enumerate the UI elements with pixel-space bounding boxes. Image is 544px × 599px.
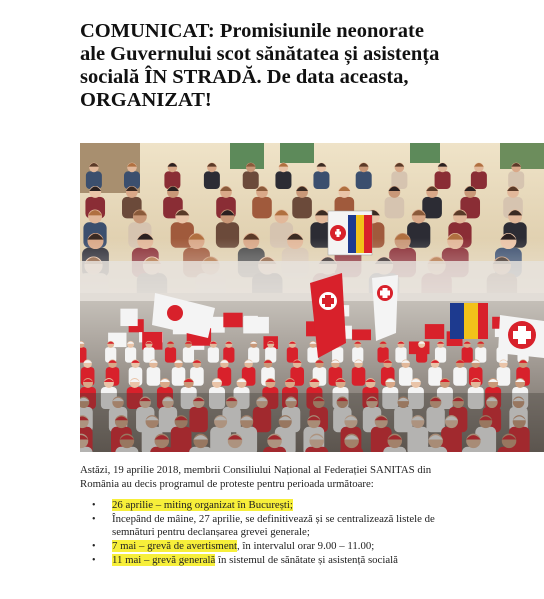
protest-photo-collage xyxy=(80,143,544,452)
list-item xyxy=(92,540,532,553)
audience-member xyxy=(471,171,487,189)
protest-flag xyxy=(142,332,162,350)
list-item-continuation: semnături pentru declanșarea grevei generale; xyxy=(112,526,310,538)
list-item xyxy=(92,513,532,539)
title-line: socială ÎN STRADĂ. De data aceasta, xyxy=(80,66,409,88)
title-line: COMUNICAT: Promisiunile neonorate xyxy=(80,20,424,42)
audience-member xyxy=(385,197,405,219)
protest-flag xyxy=(243,317,269,334)
protester xyxy=(497,367,511,386)
protester xyxy=(208,347,219,362)
audience-member xyxy=(204,171,220,189)
protester xyxy=(172,367,186,386)
protester xyxy=(453,367,467,386)
item-text: Începând de mâine, 27 aprilie, se definitivează și se centralizează listele de xyxy=(112,513,435,525)
audience-member xyxy=(508,171,524,189)
protester xyxy=(183,347,194,362)
protest-flag xyxy=(120,309,137,326)
protest-schedule-list xyxy=(92,499,532,568)
page-title xyxy=(80,20,520,112)
protester xyxy=(352,367,366,386)
bullet-icon: • xyxy=(92,500,96,511)
bullet-icon: • xyxy=(92,555,96,566)
item-text: , în intervalul orar 9.00 – 11.00; xyxy=(237,540,375,552)
title-line: ale Guvernului scot sănătatea și asistența xyxy=(80,43,440,65)
intro-line: România au decis programul de proteste pentru perioada următoare: xyxy=(80,478,374,490)
highlighted-text: 26 aprilie – miting organizat în București; xyxy=(112,499,293,511)
list-item-line xyxy=(112,554,532,567)
highlighted-text: 7 mai – grevă de avertisment xyxy=(112,540,238,552)
bullet-icon: • xyxy=(92,541,96,552)
audience-member xyxy=(252,197,272,219)
protest-scene xyxy=(80,261,544,452)
protester xyxy=(428,367,442,386)
list-item xyxy=(92,554,532,567)
list-item-line xyxy=(112,499,532,512)
list-item xyxy=(92,499,532,512)
audience-member xyxy=(356,171,372,189)
list-item-line xyxy=(112,513,532,526)
item-text: în sistemul de sănătate și asistență socială xyxy=(215,554,398,566)
audience-member xyxy=(292,197,312,219)
intro-line: Astăzi, 19 aprilie 2018, membrii Consiliului Național al Federației SANITAS din xyxy=(80,464,432,476)
audience-member xyxy=(243,171,259,189)
protester xyxy=(416,347,427,362)
audience-member xyxy=(313,171,329,189)
protester xyxy=(399,367,413,386)
protest-flag xyxy=(425,324,444,339)
protester xyxy=(462,347,473,362)
protester xyxy=(147,367,161,386)
intro-paragraph xyxy=(80,463,530,491)
protest-flag xyxy=(223,313,242,328)
list-item-line xyxy=(112,540,532,553)
bullet-icon: • xyxy=(92,514,96,525)
title-line: ORGANIZAT! xyxy=(80,89,212,111)
audience-member xyxy=(435,171,451,189)
audience-member xyxy=(275,171,291,189)
protest-flag xyxy=(352,329,371,340)
protester xyxy=(165,347,176,362)
highlighted-text: 11 mai – grevă generală xyxy=(112,554,216,566)
